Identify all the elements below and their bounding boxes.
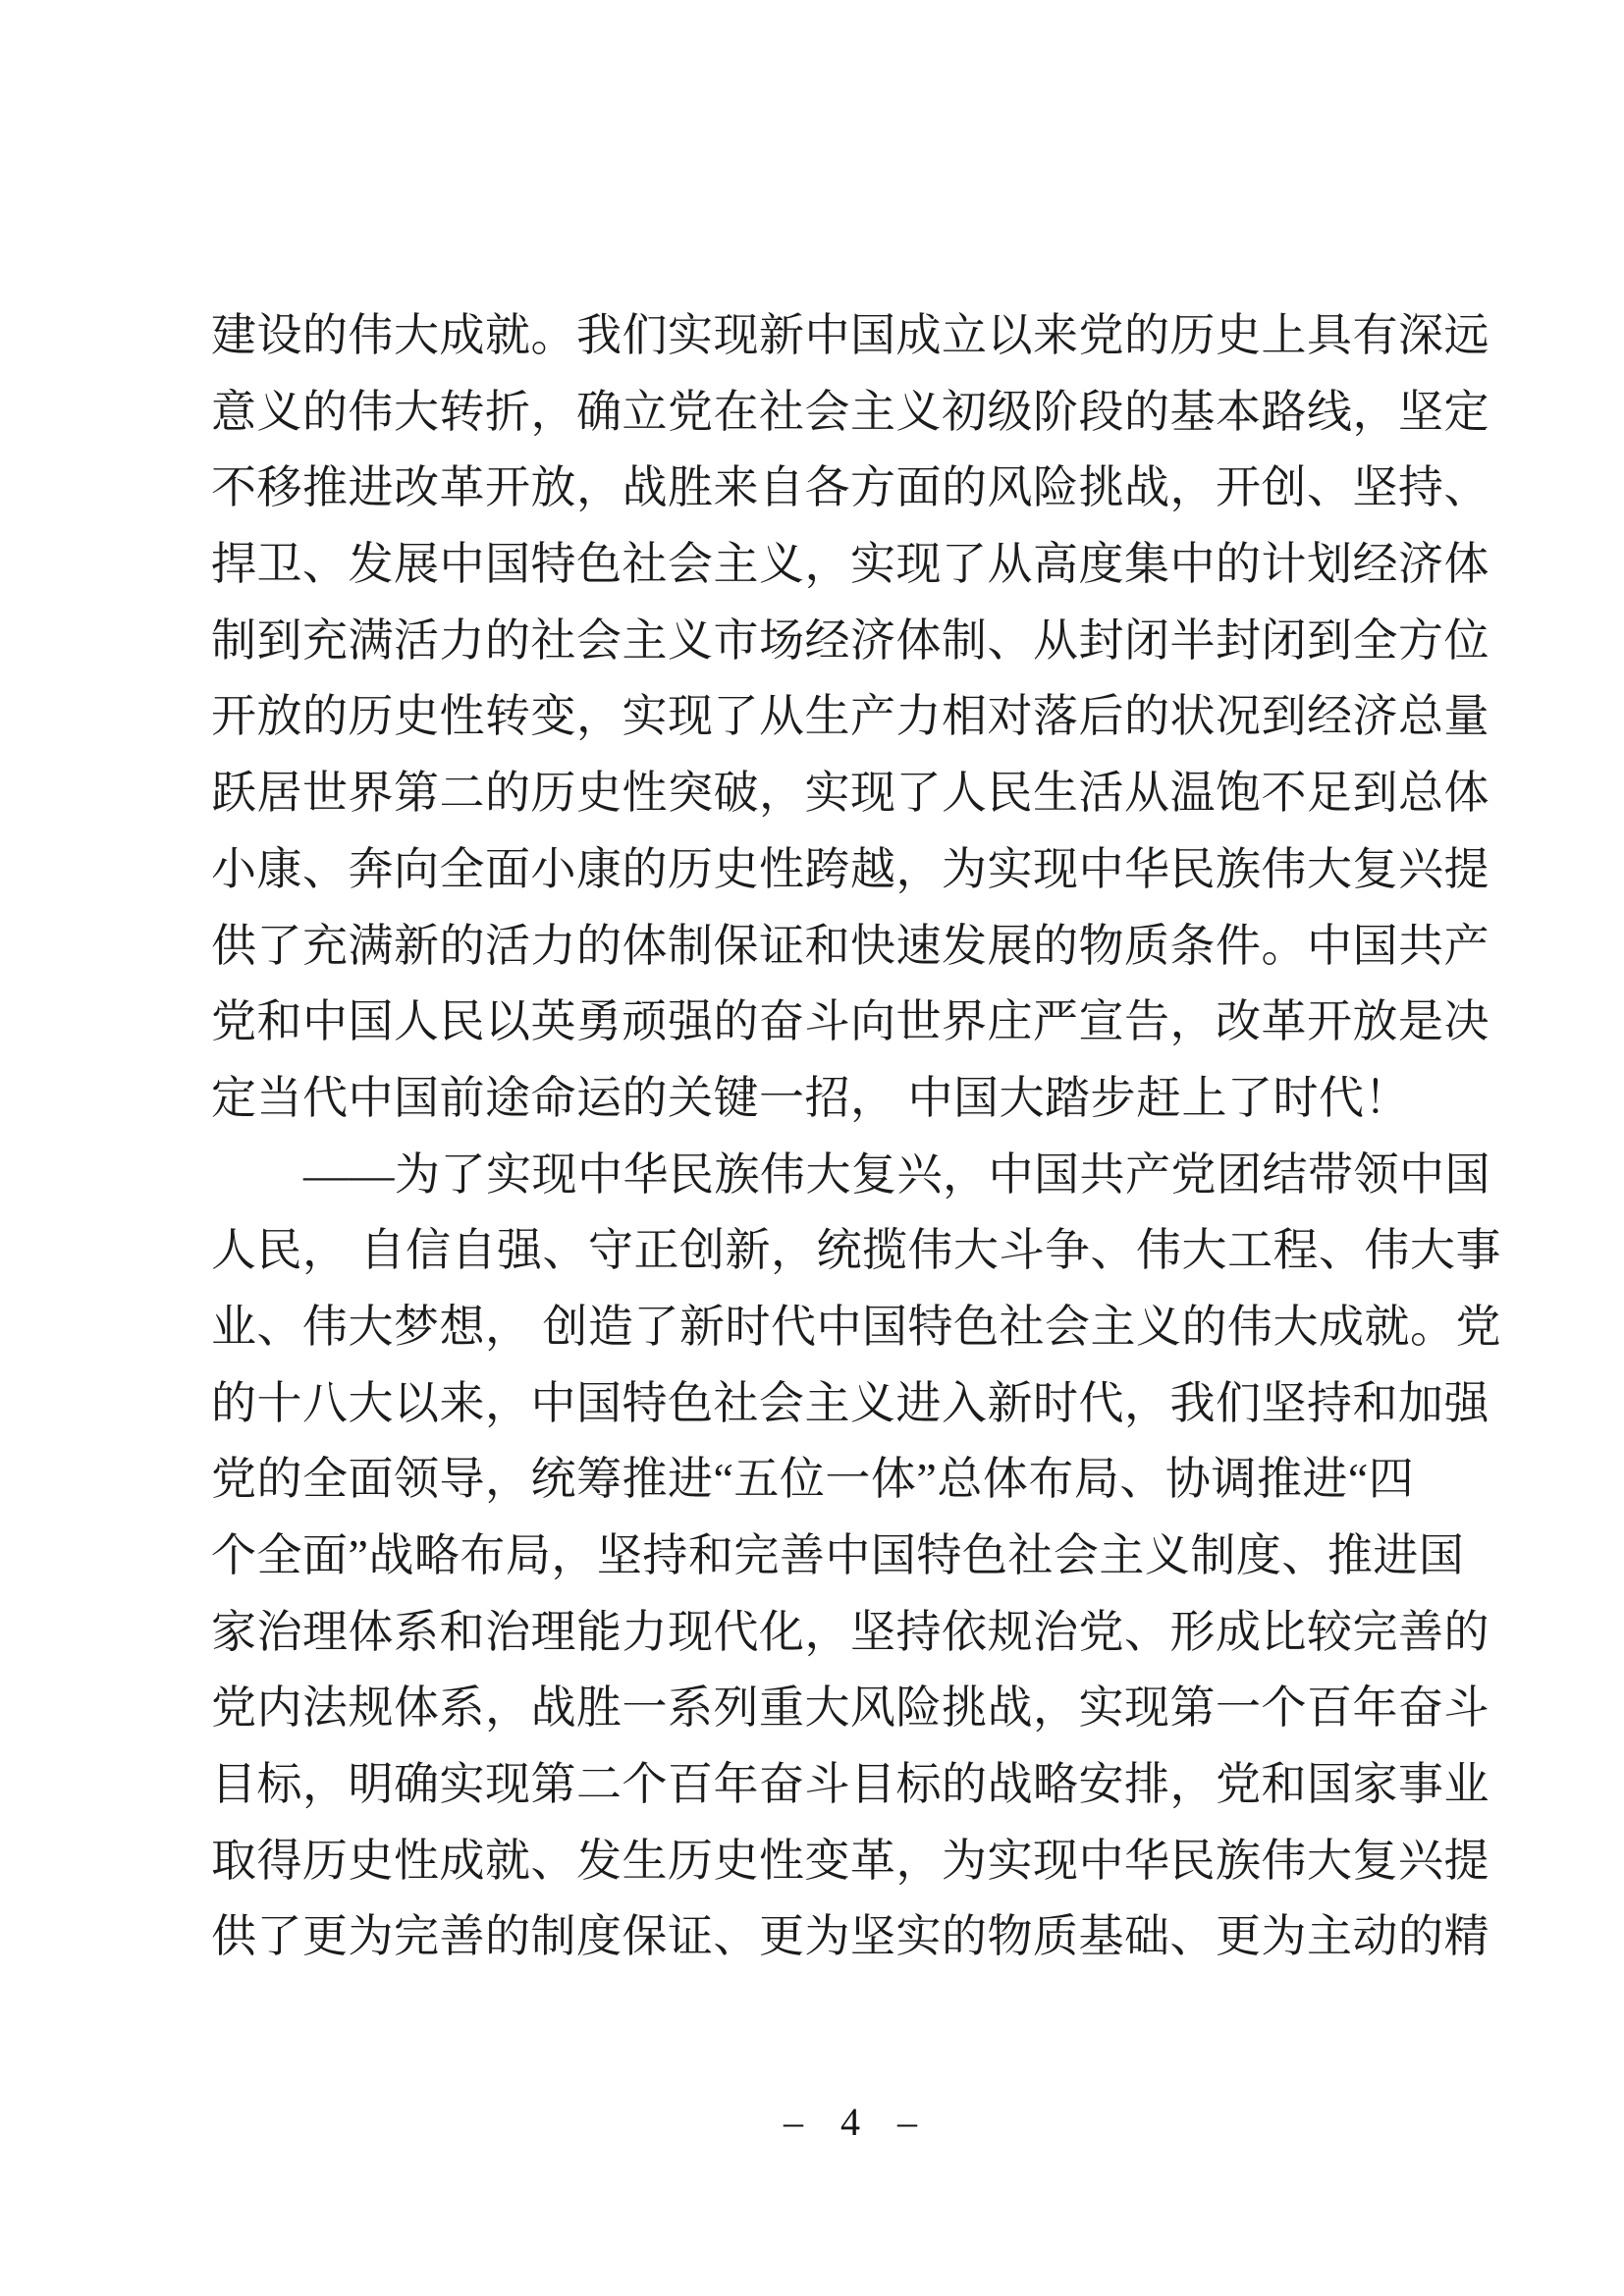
text-line: 意义的伟大转折，确立党在社会主义初级阶段的基本路线，坚定 bbox=[211, 386, 1489, 437]
text-line: 取得历史性成就、发生历史性变革，为实现中华民族伟大复兴提 bbox=[211, 1835, 1489, 1886]
text-line: 党的全面领导，统筹推进“五位一体”总体布局、协调推进“四 bbox=[211, 1454, 1415, 1505]
text-line: 跃居世界第二的历史性突破，实现了人民生活从温饱不足到总体 bbox=[211, 768, 1489, 819]
text-line: 供了更为完善的制度保证、更为坚实的物质基础、更为主动的精 bbox=[211, 1911, 1489, 1962]
text-line: 的十八大以来，中国特色社会主义进入新时代，我们坚持和加强 bbox=[211, 1377, 1489, 1428]
text-line: 党内法规体系，战胜一系列重大风险挑战，实现第一个百年奋斗 bbox=[211, 1682, 1489, 1734]
text-line: 供了充满新的活力的体制保证和快速发展的物质条件。中国共产 bbox=[211, 920, 1489, 971]
text-line: 家治理体系和治理能力现代化，坚持依规治党、形成比较完善的 bbox=[211, 1606, 1489, 1657]
body-text bbox=[211, 297, 1501, 1975]
text-line: 小康、奔向全面小康的历史性跨越，为实现中华民族伟大复兴提 bbox=[211, 843, 1489, 894]
text-line: 人民， 自信自强、守正创新，统揽伟大斗争、伟大工程、伟大事 bbox=[211, 1225, 1501, 1276]
text-line: 建设的伟大成就。我们实现新中国成立以来党的历史上具有深远 bbox=[211, 310, 1489, 360]
text-line: 个全面”战略布局，坚持和完善中国特色社会主义制度、推进国 bbox=[211, 1530, 1465, 1580]
text-line: 捍卫、发展中国特色社会主义，实现了从高度集中的计划经济体 bbox=[211, 539, 1489, 590]
paragraph-start-line: ——为了实现中华民族伟大复兴，中国共产党团结带领中国 bbox=[303, 1148, 1490, 1200]
text-line: 目标，明确实现第二个百年奋斗目标的战略安排，党和国家事业 bbox=[211, 1759, 1489, 1810]
text-line: 业、伟大梦想， 创造了新时代中国特色社会主义的伟大成就。党 bbox=[211, 1301, 1501, 1352]
page-number: – 4 – bbox=[784, 2100, 931, 2144]
text-line: 定当代中国前途命运的关键一招， 中国大踏步赶上了时代！ bbox=[211, 1072, 1410, 1123]
text-line: 党和中国人民以英勇顽强的奋斗向世界庄严宣告，改革开放是决 bbox=[211, 996, 1489, 1047]
text-line: 不移推进改革开放，战胜来自各方面的风险挑战，开创、坚持、 bbox=[211, 462, 1489, 513]
text-line: 制到充满活力的社会主义市场经济体制、从封闭半封闭到全方位 bbox=[211, 614, 1489, 666]
text-line: 开放的历史性转变，实现了从生产力相对落后的状况到经济总量 bbox=[211, 691, 1489, 742]
